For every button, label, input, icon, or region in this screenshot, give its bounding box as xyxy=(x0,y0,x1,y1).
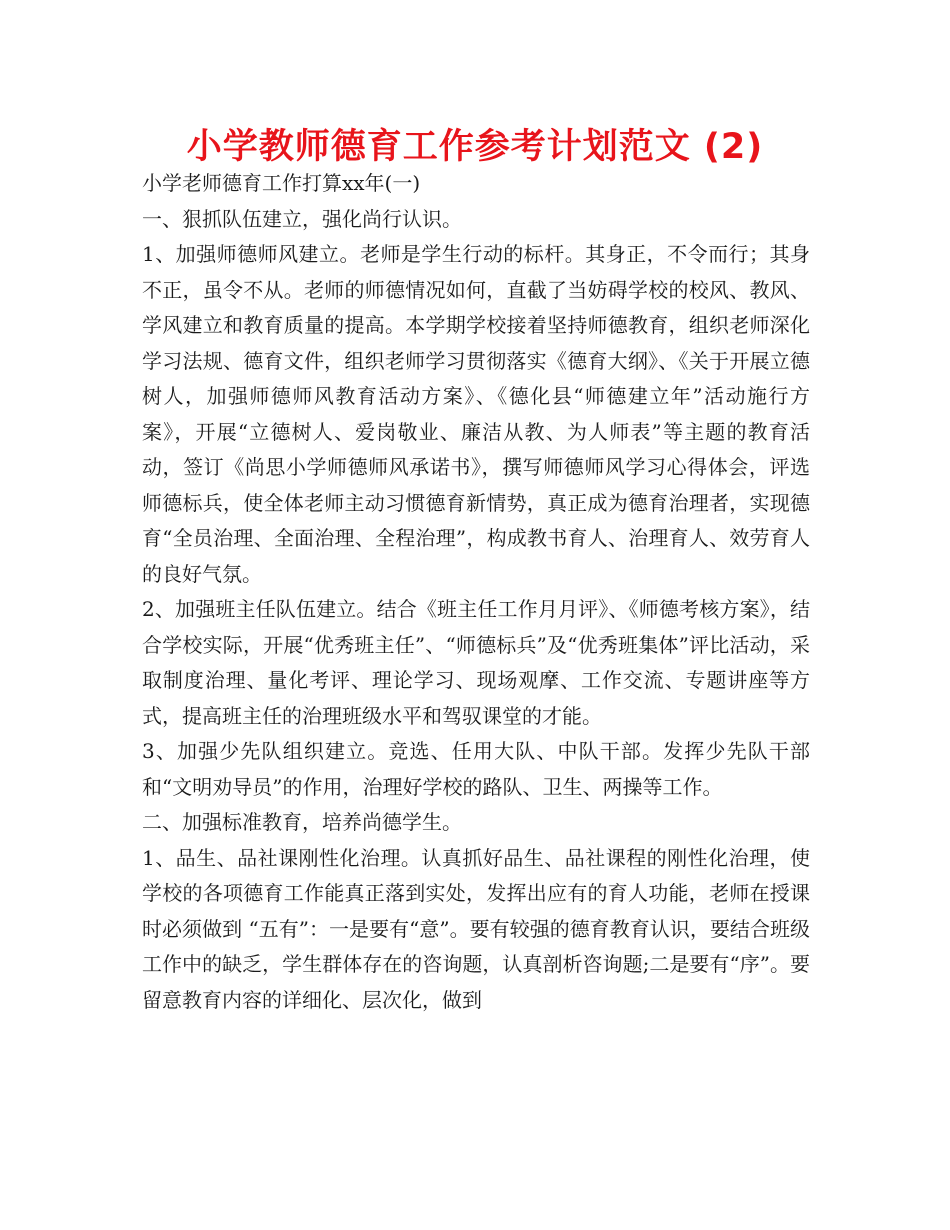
paragraph-item-2-1: 1、品生、品社课刚性化治理。认真抓好品生、品社课程的刚性化治理，使学校的各项德育工作能真正落到实处，发挥出应有的育人功能，老师在授课时必须做到 “五有”：一是要有“意”。要有较强的德育教育认识，要结合班级工作中的缺乏，学生群体存在的咨询题，认真剖析咨询题;二是要有“序”。要留意教育内容的详细化、层次化，做到 xyxy=(142,845,810,1012)
paragraph-item-1-2: 2、加强班主任队伍建立。结合《班主任工作月月评》、《师德考核方案》，结合学校实际，开展“优秀班主任”、“师德标兵”及“优秀班集体”评比活动，采取制度治理、量化考评、理论学习、现场观摩、工作交流、专题讲座等方式，提高班主任的治理班级水平和驾驭课堂的才能。 xyxy=(142,597,810,728)
paragraph-subtitle: 小学老师德育工作打算xx年(一) xyxy=(142,171,421,195)
paragraph-item-1-3: 3、加强少先队组织建立。竞选、任用大队、中队干部。发挥少先队干部和“文明劝导员”的作用，治理好学校的路队、卫生、两操等工作。 xyxy=(142,739,810,799)
document-body xyxy=(142,166,810,1018)
paragraph-section-1-heading: 一、狠抓队伍建立，强化尚行认识。 xyxy=(142,206,462,231)
paragraph-item-1-1: 1、加强师德师风建立。老师是学生行动的标杆。其身正，不令而行；其身不正，虽令不从。老师的师德情况如何，直截了当妨碍学校的校风、教风、学风建立和教育质量的提高。本学期学校接着坚持师德教育，组织老师深化学习法规、德育文件，组织老师学习贯彻落实《德育大纲》、《关于开展立德树人，加强师德师风教育活动方案》、《德化县“师德建立年”活动施行方案》，开展“立德树人、爱岗敬业、廉洁从教、为人师表”等主题的教育活动，签订《尚思小学师德师风承诺书》，撰写师德师风学习心得体会，评选师德标兵，使全体老师主动习惯德育新情势，真正成为德育治理者，实现德育“全员治理、全面治理、全程治理”，构成教书育人、治理育人、效劳育人的良好气氛。 xyxy=(142,242,810,586)
document-title: 小学教师德育工作参考计划范文 (2) xyxy=(186,127,764,167)
paragraph-section-2-heading: 二、加强标准教育，培养尚德学生。 xyxy=(142,810,462,834)
